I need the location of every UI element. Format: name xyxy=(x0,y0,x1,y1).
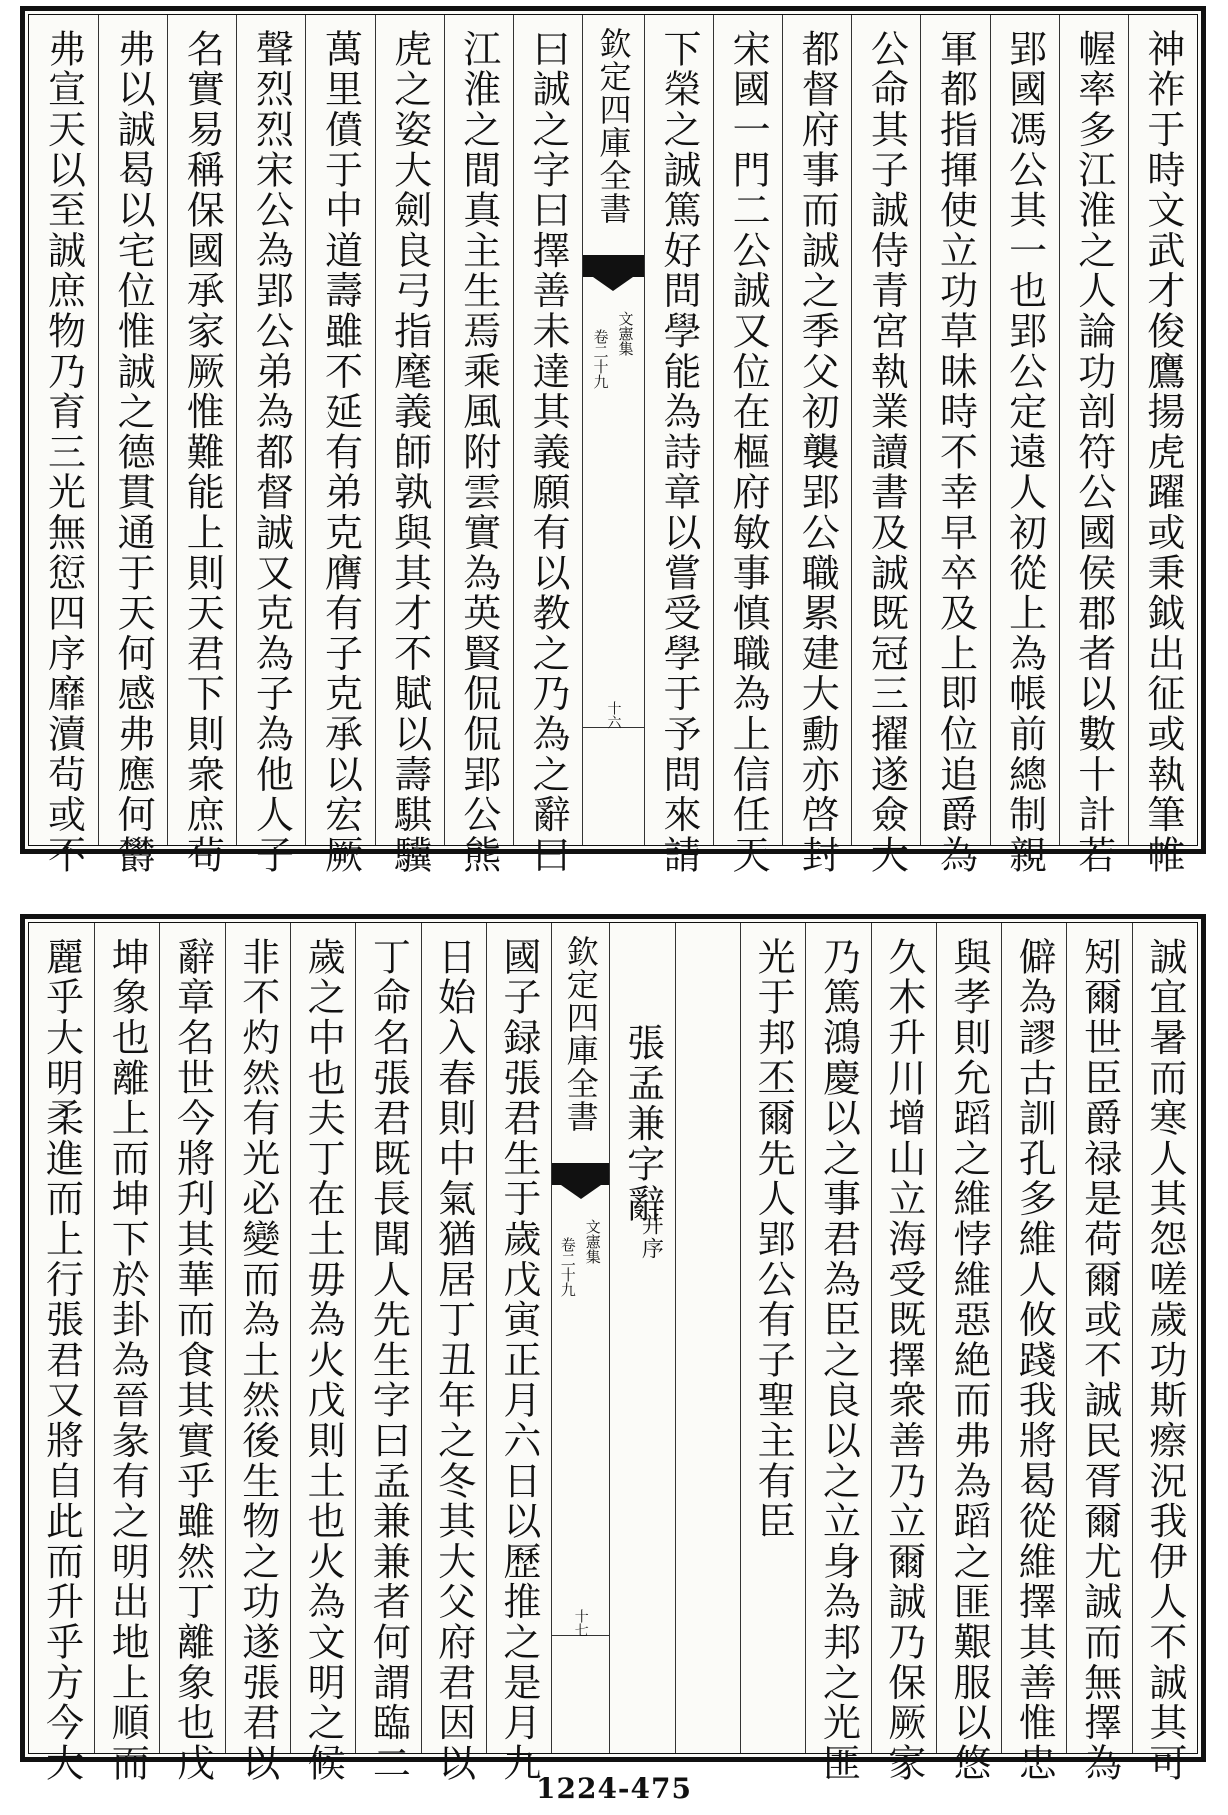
text-column xyxy=(782,15,851,876)
text-column xyxy=(513,15,582,876)
text-column xyxy=(355,923,420,1784)
text-column-text: 弗以誠曷以宅位惟誠之德貫通于天何感弗應何欝 xyxy=(111,29,156,876)
text-column xyxy=(713,15,782,876)
essay-title: 張孟兼字辭 xyxy=(620,1023,665,1225)
bottom-page-frame xyxy=(28,922,1198,1784)
text-column-text: 曰誠之字曰擇善未達其義願有以教之乃為之辭曰 xyxy=(525,29,570,876)
text-column-text: 下榮之誠篤好問學能為詩章以嘗受學于予問來請 xyxy=(656,29,701,876)
text-column-text: 宋國一門二公誠又位在樞府敏事慎職為上信任天 xyxy=(726,29,771,876)
text-column-text: 虎之姿大劍良弓指麾義師孰與其才不賦以壽騏驥 xyxy=(387,29,432,876)
text-column xyxy=(1059,15,1128,876)
text-column-text: 與孝則允蹈之維悖維惡絶而弗為蹈之匪艱服以悠 xyxy=(947,937,992,1784)
text-column-text: 坤象也離上而坤下於卦為晉彖有之明出地上順而 xyxy=(105,937,150,1784)
text-column xyxy=(1066,923,1131,1784)
text-column-text: 丁命名張君既長聞人先生字曰孟兼兼者何謂臨二 xyxy=(366,937,411,1784)
text-column xyxy=(1128,15,1197,876)
text-column xyxy=(1132,923,1197,1784)
fish-tail-mark-icon xyxy=(552,1163,609,1185)
bottom-page xyxy=(20,914,1206,1784)
text-column xyxy=(305,15,374,876)
text-column-text: 神祚于時文武才俊鷹揚虎躍或秉鉞出征或執筆帷 xyxy=(1140,29,1185,876)
text-column-text: 乃篤鴻慶以之事君為臣之良以之立身為邦之光匪 xyxy=(816,937,861,1784)
text-column-text: 國子録張君生于歲戊寅正月六日以歷推之是月九 xyxy=(496,937,541,1784)
text-column-text: 軍都指揮使立功草昧時不幸早卒及上即位追爵為 xyxy=(933,29,978,876)
text-column xyxy=(644,15,713,876)
bottom-page-columns xyxy=(29,923,1197,1784)
text-column-text: 歲之中也夫丁在土毋為火戊則土也火為文明之候 xyxy=(301,937,346,1784)
text-column xyxy=(167,15,236,876)
text-column-text: 麗乎大明柔進而上行張君又將自此而升乎方今大 xyxy=(39,937,84,1784)
text-column xyxy=(98,15,167,876)
spine-leaf-number: 十七 xyxy=(572,1609,589,1637)
text-column xyxy=(936,923,1001,1784)
text-column xyxy=(486,923,551,1784)
fish-tail-mark-icon xyxy=(583,255,644,277)
text-column-text: 日始入春則中氣猶居丁丑年之冬其大父府君因以 xyxy=(431,937,476,1784)
text-column xyxy=(290,923,355,1784)
title-column xyxy=(609,923,674,1753)
text-column-text: 都督府事而誠之季父初襲郢公職累建大勳亦啓封 xyxy=(795,29,840,876)
text-column xyxy=(29,15,98,876)
text-column-text: 郢國馮公其一也郢公定遠人初從上為帳前總制親 xyxy=(1002,29,1047,876)
text-column xyxy=(421,923,486,1784)
spine-collection: 文憲集 xyxy=(616,311,635,356)
text-column-text: 江淮之間真主生焉乘風附雲實為英賢侃侃郢公熊 xyxy=(456,29,501,876)
text-column xyxy=(805,923,870,1784)
text-column xyxy=(444,15,513,876)
spine-title: 欽定四庫全書 xyxy=(594,27,633,225)
text-column xyxy=(29,923,94,1784)
text-column-text: 名實易稱保國承家厥惟難能上則天君下則衆庶茍 xyxy=(180,29,225,876)
text-column-text: 萬里僨于中道壽雖不延有弟克膺有子克承以宏厥 xyxy=(318,29,363,876)
text-column-text: 辭章名世今將刋其華而食其實乎雖然丁離象也戊 xyxy=(170,937,215,1784)
text-column-text: 弗宣天以至誠庶物乃育三光無愆四序靡瀆茍或不 xyxy=(41,29,86,876)
text-column-text: 幄率多江淮之人論功剖符公國侯郡者以數十計若 xyxy=(1071,29,1116,876)
essay-title-note: 并序 xyxy=(638,1213,664,1262)
text-column xyxy=(375,15,444,876)
text-column-text: 聲烈烈宋公為郢公弟為都督誠又克為子為他人子 xyxy=(249,29,294,876)
text-column-text: 矧爾世臣爵禄是荷爾或不誠民胥爾尤誠而無擇為 xyxy=(1077,937,1122,1784)
blank-column xyxy=(675,923,740,1753)
text-column xyxy=(1001,923,1066,1784)
text-column xyxy=(740,923,805,1753)
text-column-text: 僻為謬古訓孔多維人攸踐我將曷從維擇其善惟忠 xyxy=(1012,937,1057,1784)
text-column-text: 誠宜暑而寒人其怨嗟歲功斯瘵況我伊人不誠其可 xyxy=(1142,937,1187,1784)
text-column xyxy=(990,15,1059,876)
spine-collection: 文憲集 xyxy=(583,1219,602,1264)
top-page-columns xyxy=(29,15,1197,876)
text-column xyxy=(159,923,224,1784)
text-column xyxy=(236,15,305,876)
text-column xyxy=(871,923,936,1784)
spine-meta xyxy=(558,1219,604,1297)
text-column xyxy=(94,923,159,1784)
top-page xyxy=(20,6,1206,876)
page-spine xyxy=(582,15,644,845)
spine-volume: 卷二十九 xyxy=(558,1237,577,1297)
spine-meta xyxy=(590,311,636,389)
text-column xyxy=(920,15,989,876)
text-column-text: 非不灼然有光必變而為土然後生物之功遂張君以 xyxy=(235,937,280,1784)
page-spine xyxy=(551,923,609,1753)
top-page-frame xyxy=(28,14,1198,876)
spine-leaf-number: 十六 xyxy=(605,701,622,729)
text-column xyxy=(225,923,290,1784)
text-column-text: 公命其子誠侍青宮執業讀書及誠既冠三擢遂僉大 xyxy=(864,29,909,876)
text-column xyxy=(851,15,920,876)
text-column-text: 光于邦丕爾先人郢公有子聖主有臣 xyxy=(751,937,796,1542)
page-number: 1224-475 xyxy=(536,1772,692,1805)
spine-title: 欽定四庫全書 xyxy=(561,935,600,1133)
spine-volume: 卷二十九 xyxy=(591,329,610,389)
text-column-text: 久木升川增山立海受既擇衆善乃立爾誠乃保厥家 xyxy=(881,937,926,1784)
